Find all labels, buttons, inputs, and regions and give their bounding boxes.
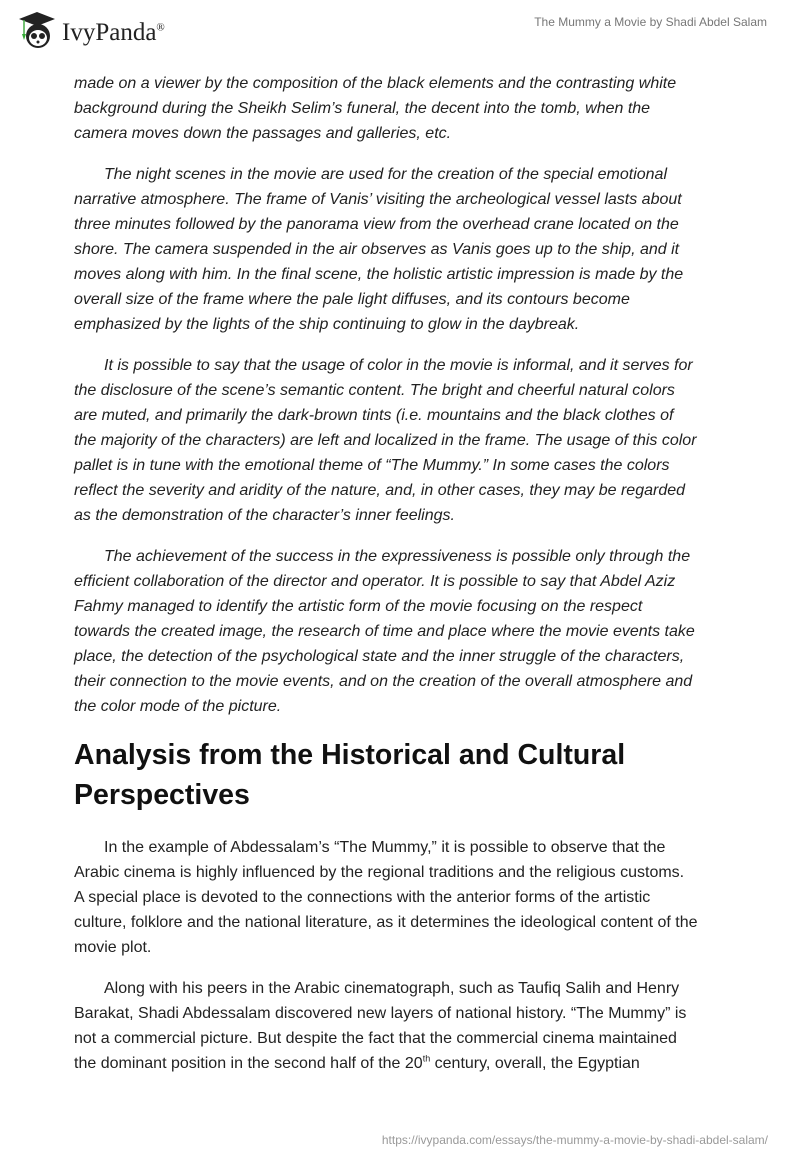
paragraph-line: three minutes followed by the panorama view from the overhead crane located on the — [74, 216, 679, 233]
paragraph-line: movie plot. — [74, 939, 152, 956]
panda-graduate-icon — [18, 10, 56, 50]
paragraph-line: overall size of the frame where the pale light diffuses, and its contours become — [74, 291, 630, 308]
paragraph-line: shore. The camera suspended in the air observes as Vanis goes up to the ship, and it — [74, 241, 680, 258]
paragraph-line: the dominant position in the second half of the 20th century, overall, the Egyptian — [74, 1053, 640, 1072]
paragraph-line: made on a viewer by the composition of the black elements and the contrasting white — [74, 75, 677, 92]
section-heading: Analysis from the Historical and Cultural Perspectives — [74, 739, 626, 811]
paragraph-line: background during the Sheikh Selim’s funeral, the decent into the tomb, when the — [74, 100, 651, 117]
paragraph-line: Along with his peers in the Arabic cinematograph, such as Taufiq Salih and Henry — [104, 980, 680, 997]
paragraph-line: It is possible to say that the usage of color in the movie is informal, and it serves for — [104, 357, 693, 374]
essay-content — [74, 71, 734, 1092]
paragraph — [74, 71, 734, 146]
paragraph-line: The achievement of the success in the expressiveness is possible only through the — [104, 548, 691, 565]
paragraph-line: place, the detection of the psychological state and the inner struggle of the characters, — [74, 648, 685, 665]
paragraph-line: A special place is devoted to the connections with the anterior forms of the artistic — [74, 889, 651, 906]
paragraph-line: as the demonstration of the character’s inner feelings. — [74, 507, 455, 524]
paragraph-line: not a commercial picture. But despite the fact that the commercial cinema maintained — [74, 1030, 677, 1047]
paragraph-line: their connection to the movie events, and on the creation of the overall atmosphere and — [74, 673, 693, 690]
paragraphs-before — [74, 71, 734, 719]
paragraph-line: the majority of the characters) are left and localized in the frame. The usage of this color — [74, 432, 697, 449]
paragraph-line: the color mode of the picture. — [74, 698, 282, 715]
paragraphs-after — [74, 835, 734, 1051]
paragraph-line: Fahmy managed to identify the artistic form of the movie focusing on the respect — [74, 598, 643, 615]
paragraph-line: camera moves down the passages and galleries, etc. — [74, 125, 452, 142]
paragraph-line: moves along with him. In the final scene, the holistic artistic impression is made by the — [74, 266, 684, 283]
page-url: https://ivypanda.com/essays/the-mummy-a-movie-by-shadi-abdel-salam/ — [381, 1133, 768, 1147]
paragraph — [74, 353, 734, 528]
paragraph-line: narrative atmosphere. The frame of Vanis’ visiting the archeological vessel lasts about — [74, 191, 682, 208]
paragraph — [74, 162, 734, 337]
paragraph-line: are muted, and primarily the dark-brown tints (i.e. mountains and the black clothes of — [74, 407, 674, 424]
paragraph-line: reflect the severity and aridity of the nature, and, in other cases, they may be regarded — [74, 482, 686, 499]
paragraph — [74, 976, 734, 1051]
ivypanda-logo[interactable] — [18, 10, 165, 50]
paragraph-line: In the example of Abdessalam’s “The Mummy,” it is possible to observe that the — [104, 839, 666, 856]
paragraph-line: efficient collaboration of the director and operator. It is possible to say that Abdel Aziz — [74, 573, 676, 590]
paragraph-line: Barakat, Shadi Abdessalam discovered new layers of national history. “The Mummy” is — [74, 1005, 687, 1022]
paragraph-line: pallet is in tune with the emotional theme of “The Mummy.” In some cases the colors — [74, 457, 670, 474]
paragraph-line: Arabic cinema is highly influenced by the regional traditions and the religious customs. — [74, 864, 685, 881]
paragraph-line: The night scenes in the movie are used for the creation of the special emotional — [104, 166, 667, 183]
page-header — [0, 0, 800, 60]
logo-text: IvyPanda® — [62, 19, 165, 46]
paragraph-line: the disclosure of the scene’s semantic content. The bright and cheerful natural colors — [74, 382, 675, 399]
paragraph — [74, 835, 734, 960]
paragraph-line: towards the created image, the research of time and place where the movie events take — [74, 623, 695, 640]
paragraph — [74, 544, 734, 719]
paragraph-line: emphasized by the lights of the ship continuing to glow in the daybreak. — [74, 316, 580, 333]
paragraph — [74, 1051, 734, 1076]
paragraph-line: culture, folklore and the national literature, as it determines the ideological content of the — [74, 914, 698, 931]
document-title: The Mummy a Movie by Shadi Abdel Salam — [534, 15, 767, 29]
